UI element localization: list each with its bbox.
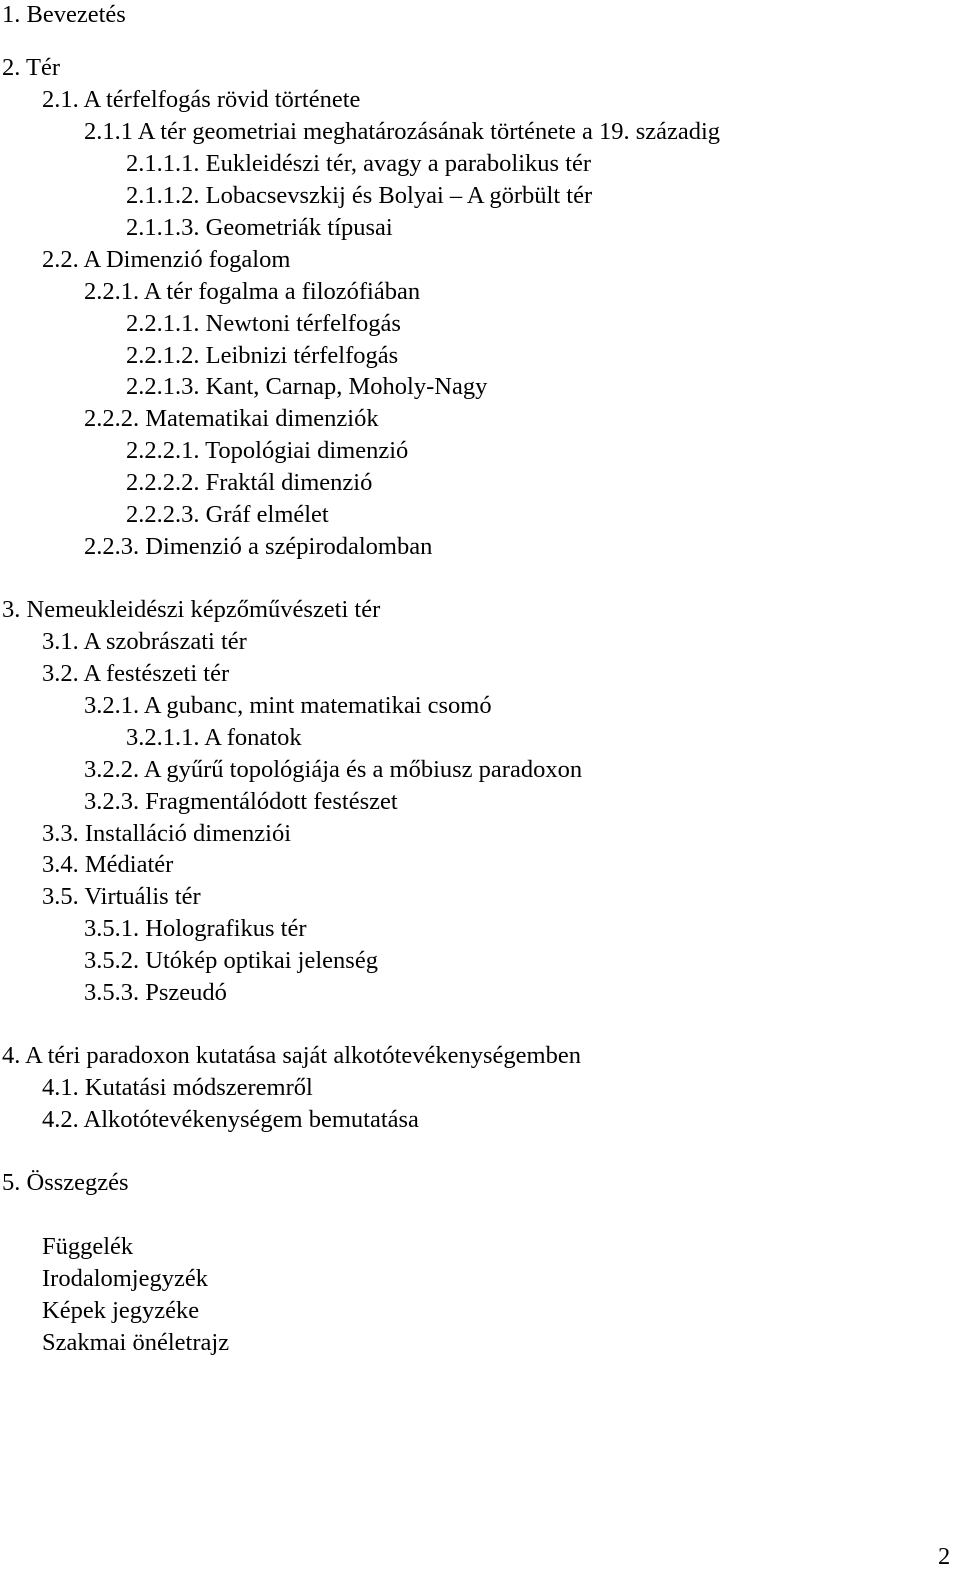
page-number: 2 — [938, 1543, 951, 1570]
toc-entry: 3.2.1.1. A fonatok — [126, 724, 302, 751]
toc-entry: 3.5.1. Holografikus tér — [84, 915, 307, 942]
toc-entry: 2.2.2. Matematikai dimenziók — [84, 405, 379, 432]
toc-entry: 3.2.1. A gubanc, mint matematikai csomó — [84, 692, 492, 719]
toc-entry: Szakmai önéletrajz — [42, 1329, 230, 1356]
toc-entry: 3.2.3. Fragmentálódott festészet — [84, 788, 398, 815]
toc-entry: 2.1.1.3. Geometriák típusai — [126, 214, 393, 241]
toc-entry: Képek jegyzéke — [42, 1297, 200, 1324]
toc-entry: Irodalomjegyzék — [42, 1265, 208, 1292]
toc-entry: 1. Bevezetés — [2, 1, 126, 28]
toc-entry: 3.5.2. Utókép optikai jelenség — [84, 947, 378, 974]
toc-entry: 2.2.2.2. Fraktál dimenzió — [126, 469, 373, 496]
toc-entry: 3.1. A szobrászati tér — [42, 628, 247, 655]
toc-entry: 4.2. Alkotótevékenységem bemutatása — [42, 1106, 419, 1133]
toc-entry: 2.2.1.1. Newtoni térfelfogás — [126, 310, 401, 337]
toc-entry: 2.1. A térfelfogás rövid története — [42, 86, 361, 113]
toc-entry: 3.5. Virtuális tér — [42, 883, 201, 910]
toc-entry: 3.2. A festészeti tér — [42, 660, 230, 687]
toc-entry: 3.4. Médiatér — [42, 851, 174, 878]
toc-entry: 2.1.1 A tér geometriai meghatározásának története a 19. századig — [84, 118, 721, 145]
toc-entry: 3.2.2. A gyűrű topológiája és a mőbiusz paradoxon — [84, 756, 583, 783]
toc-entry: 2.2.3. Dimenzió a szépirodalomban — [84, 533, 433, 560]
toc-entry: 2.2.1.2. Leibnizi térfelfogás — [126, 342, 399, 369]
toc-entry: 4.1. Kutatási módszeremről — [42, 1074, 313, 1101]
toc-entry: 2.2.2.3. Gráf elmélet — [126, 501, 329, 528]
toc-entry: 3.3. Installáció dimenziói — [42, 820, 292, 847]
toc-entry: 2.2. A Dimenzió fogalom — [42, 246, 291, 273]
toc-entry: 3. Nemeukleidészi képzőművészeti tér — [2, 596, 381, 623]
toc-entry: 3.5.3. Pszeudó — [84, 979, 227, 1006]
toc-entry: 5. Összegzés — [2, 1169, 129, 1196]
toc-entry: 2.1.1.2. Lobacsevszkij és Bolyai – A görbült tér — [126, 182, 593, 209]
toc-entry: 2.2.1.3. Kant, Carnap, Moholy-Nagy — [126, 373, 488, 400]
toc-entry: 2.2.1. A tér fogalma a filozófiában — [84, 278, 421, 305]
toc-entry: Függelék — [42, 1233, 134, 1260]
toc-entry: 2.2.2.1. Topológiai dimenzió — [126, 437, 409, 464]
toc-entry: 4. A téri paradoxon kutatása saját alkotótevékenységemben — [2, 1042, 581, 1069]
toc-entry: 2.1.1.1. Eukleidészi tér, avagy a parabolikus tér — [126, 150, 592, 177]
toc-entry: 2. Tér — [2, 54, 61, 81]
